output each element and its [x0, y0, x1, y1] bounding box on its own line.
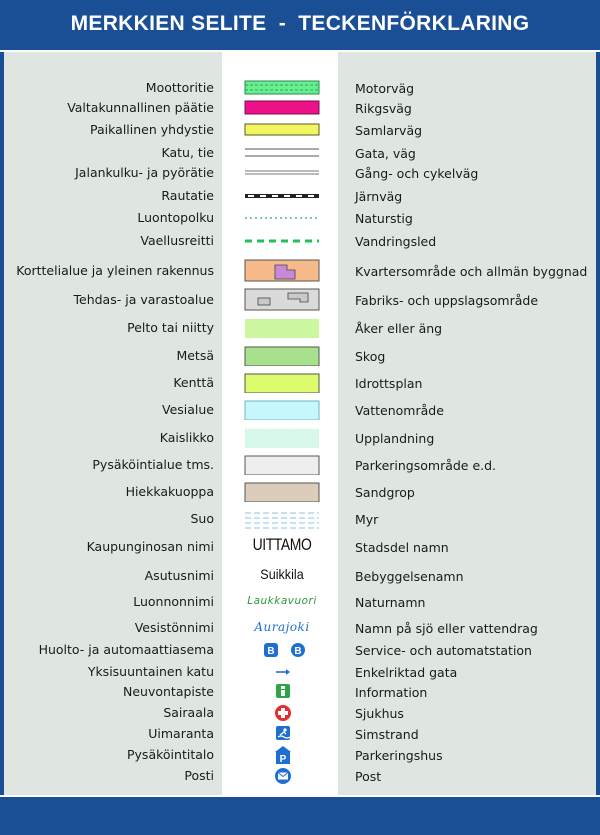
sports-field-swatch: [240, 373, 324, 393]
swedish-label: Idrottsplan: [355, 376, 423, 391]
legend-row: [0, 98, 600, 118]
forest-swatch: [240, 346, 324, 366]
legend-row: [0, 745, 600, 765]
field-swatch: [240, 318, 324, 338]
legend-row: [0, 703, 600, 723]
finnish-label: Korttelialue ja yleinen rakennus: [16, 263, 214, 278]
legend-row: [0, 509, 600, 529]
finnish-label: Vaellusreitti: [140, 233, 214, 248]
parking-area-swatch: [240, 455, 324, 475]
nature-trail-line: [240, 208, 324, 228]
sand-pit-swatch: [240, 482, 324, 502]
swedish-label: Samlarväg: [355, 123, 423, 138]
beach-icon: [240, 724, 324, 744]
legend-row: [0, 537, 600, 557]
swedish-label: Åker eller äng: [355, 321, 443, 336]
legend-row: [0, 400, 600, 420]
water-name-sample-text: Aurajoki: [254, 620, 310, 634]
swedish-label: Naturstig: [355, 211, 413, 226]
legend-row: [0, 618, 600, 638]
reed-swatch: [240, 428, 324, 448]
water-swatch-graphic: [240, 400, 324, 420]
finnish-label: Valtakunnallinen päätie: [67, 100, 214, 115]
water-name-sample: [240, 618, 324, 638]
settlement-name-sample: [240, 566, 324, 586]
district-name-sample: [240, 537, 324, 557]
swedish-label: Bebyggelsenamn: [355, 569, 464, 584]
finnish-label: Jalankulku- ja pyörätie: [75, 165, 214, 180]
swedish-label: Kvartersområde och allmän byggnad: [355, 264, 588, 279]
reed-swatch-graphic: [240, 428, 324, 448]
railway-line-graphic: [240, 186, 324, 206]
hiking-trail-line: [240, 231, 324, 251]
national-road-line: [240, 98, 324, 118]
sand-pit-swatch-graphic: [240, 482, 324, 502]
swedish-label: Simstrand: [355, 727, 419, 742]
legend-row: [0, 455, 600, 475]
local-road-line-graphic: [240, 120, 324, 140]
finnish-label: Huolto- ja automaattiasema: [38, 642, 214, 657]
finnish-label: Katu, tie: [161, 145, 214, 160]
legend-row: [0, 120, 600, 140]
swedish-label: Sandgrop: [355, 485, 415, 500]
block-area-swatch: [240, 259, 324, 282]
finnish-label: Vesialue: [161, 402, 214, 417]
legend-row: [0, 186, 600, 206]
finnish-label: Suo: [190, 511, 214, 526]
finnish-label: Pysäköintitalo: [127, 747, 214, 762]
legend-row: [0, 566, 600, 586]
swedish-label: Namn på sjö eller vattendrag: [355, 621, 538, 636]
sports-field-swatch-graphic: [240, 373, 324, 393]
swedish-label: Fabriks- och uppslagsområde: [355, 293, 539, 308]
street-line-graphic: [240, 143, 324, 163]
finnish-label: Rautatie: [161, 188, 214, 203]
svg-text:B: B: [267, 646, 275, 657]
finnish-label: Vesistönnimi: [134, 620, 214, 635]
legend-row: [0, 766, 600, 786]
parking-garage-icon: [240, 745, 324, 765]
legend-row: [0, 78, 600, 98]
legend-row: [0, 290, 600, 310]
swedish-label: Skog: [355, 349, 386, 364]
field-swatch-graphic: [240, 318, 324, 338]
finnish-label: Paikallinen yhdystie: [90, 122, 214, 137]
swedish-label: Sjukhus: [355, 706, 404, 721]
finnish-label: Kenttä: [173, 375, 214, 390]
finnish-label: Asutusnimi: [144, 568, 214, 583]
forest-swatch-graphic: [240, 346, 324, 366]
swedish-label: Upplandning: [355, 431, 435, 446]
nature-trail-line-graphic: [240, 208, 324, 228]
one-way-arrow-icon: [240, 662, 324, 682]
legend-row: [0, 682, 600, 702]
legend-row: [0, 640, 600, 660]
settlement-name-sample-text: Suikkila: [260, 566, 304, 582]
parking-garage-icon-graphic: [240, 745, 324, 765]
legend-row: [0, 346, 600, 366]
street-line: [240, 143, 324, 163]
marsh-swatch-graphic: [240, 509, 324, 529]
cycle-path-line: [240, 163, 324, 183]
header-bar: [0, 0, 600, 52]
finnish-label: Kaupunginosan nimi: [86, 539, 214, 554]
beach-icon-graphic: [240, 724, 324, 744]
industrial-area-swatch: [240, 288, 324, 311]
finnish-label: Uimaranta: [148, 726, 214, 741]
nature-name-sample: [240, 592, 324, 612]
cycle-path-line-graphic: [240, 163, 324, 183]
finnish-label: Luonnonnimi: [133, 594, 214, 609]
legend-row: [0, 318, 600, 338]
national-road-line-graphic: [240, 98, 324, 118]
nature-name-sample-text: Laukkavuori: [247, 595, 317, 607]
swedish-label: Information: [355, 685, 428, 700]
swedish-label: Järnväg: [355, 189, 403, 204]
svg-text:P: P: [279, 754, 287, 765]
legend-row: [0, 231, 600, 251]
legend-row: [0, 208, 600, 228]
legend-row: [0, 428, 600, 448]
hospital-icon: [240, 703, 324, 723]
legend-row: [0, 724, 600, 744]
swedish-label: Post: [355, 769, 382, 784]
swedish-label: Vattenområde: [355, 403, 444, 418]
swedish-label: Myr: [355, 512, 379, 527]
legend-row: [0, 373, 600, 393]
marsh-swatch: [240, 509, 324, 529]
legend-row: [0, 482, 600, 502]
local-road-line: [240, 120, 324, 140]
hiking-trail-line-graphic: [240, 231, 324, 251]
post-icon: [240, 766, 324, 786]
swedish-label: Rikgsväg: [355, 101, 412, 116]
finnish-label: Tehdas- ja varastoalue: [73, 292, 214, 307]
railway-line: [240, 186, 324, 206]
legend-row: [0, 662, 600, 682]
industrial-area-swatch-graphic: [240, 288, 324, 311]
finnish-label: Moottoritie: [145, 80, 214, 95]
hospital-icon-graphic: [240, 703, 324, 723]
finnish-label: Kaislikko: [159, 430, 214, 445]
finnish-label: Neuvontapiste: [122, 684, 214, 699]
legend-row: [0, 143, 600, 163]
footer-bar: [0, 795, 600, 835]
service-station-icon: [240, 640, 324, 660]
information-icon: [240, 682, 324, 702]
district-name-sample-text: UITTAMO: [252, 535, 312, 554]
swedish-label: Stadsdel namn: [355, 540, 449, 555]
swedish-label: Enkelriktad gata: [355, 665, 458, 680]
motorway-line: [240, 78, 324, 98]
one-way-arrow-icon-graphic: [240, 662, 324, 682]
swedish-label: Service- och automatstation: [355, 643, 532, 658]
parking-area-swatch-graphic: [240, 455, 324, 475]
block-area-swatch-graphic: [240, 259, 324, 282]
svg-text:B: B: [294, 646, 302, 657]
swedish-label: Parkeringsområde e.d.: [355, 458, 497, 473]
motorway-line-graphic: [240, 78, 324, 98]
finnish-label: Metsä: [176, 348, 214, 363]
finnish-label: Yksisuuntainen katu: [87, 664, 214, 679]
swedish-label: Gata, väg: [355, 146, 416, 161]
finnish-label: Sairaala: [163, 705, 214, 720]
legend-title: MERKKIEN SELITE - TECKENFÖRKLARING: [70, 12, 530, 35]
swedish-label: Gång- och cykelväg: [355, 166, 479, 181]
legend-row: [0, 163, 600, 183]
legend-row: [0, 261, 600, 281]
information-icon-graphic: [240, 682, 324, 702]
finnish-label: Posti: [184, 768, 214, 783]
swedish-label: Naturnamn: [355, 595, 426, 610]
finnish-label: Pelto tai niitty: [127, 320, 214, 335]
finnish-label: Pysäköintialue tms.: [92, 457, 214, 472]
service-station-icon-graphic: [240, 640, 324, 660]
swedish-label: Parkeringshus: [355, 748, 443, 763]
swedish-label: Motorväg: [355, 81, 415, 96]
finnish-label: Luontopolku: [137, 210, 214, 225]
legend-row: [0, 592, 600, 612]
water-swatch: [240, 400, 324, 420]
swedish-label: Vandringsled: [355, 234, 437, 249]
finnish-label: Hiekkakuoppa: [125, 484, 214, 499]
post-icon-graphic: [240, 766, 324, 786]
